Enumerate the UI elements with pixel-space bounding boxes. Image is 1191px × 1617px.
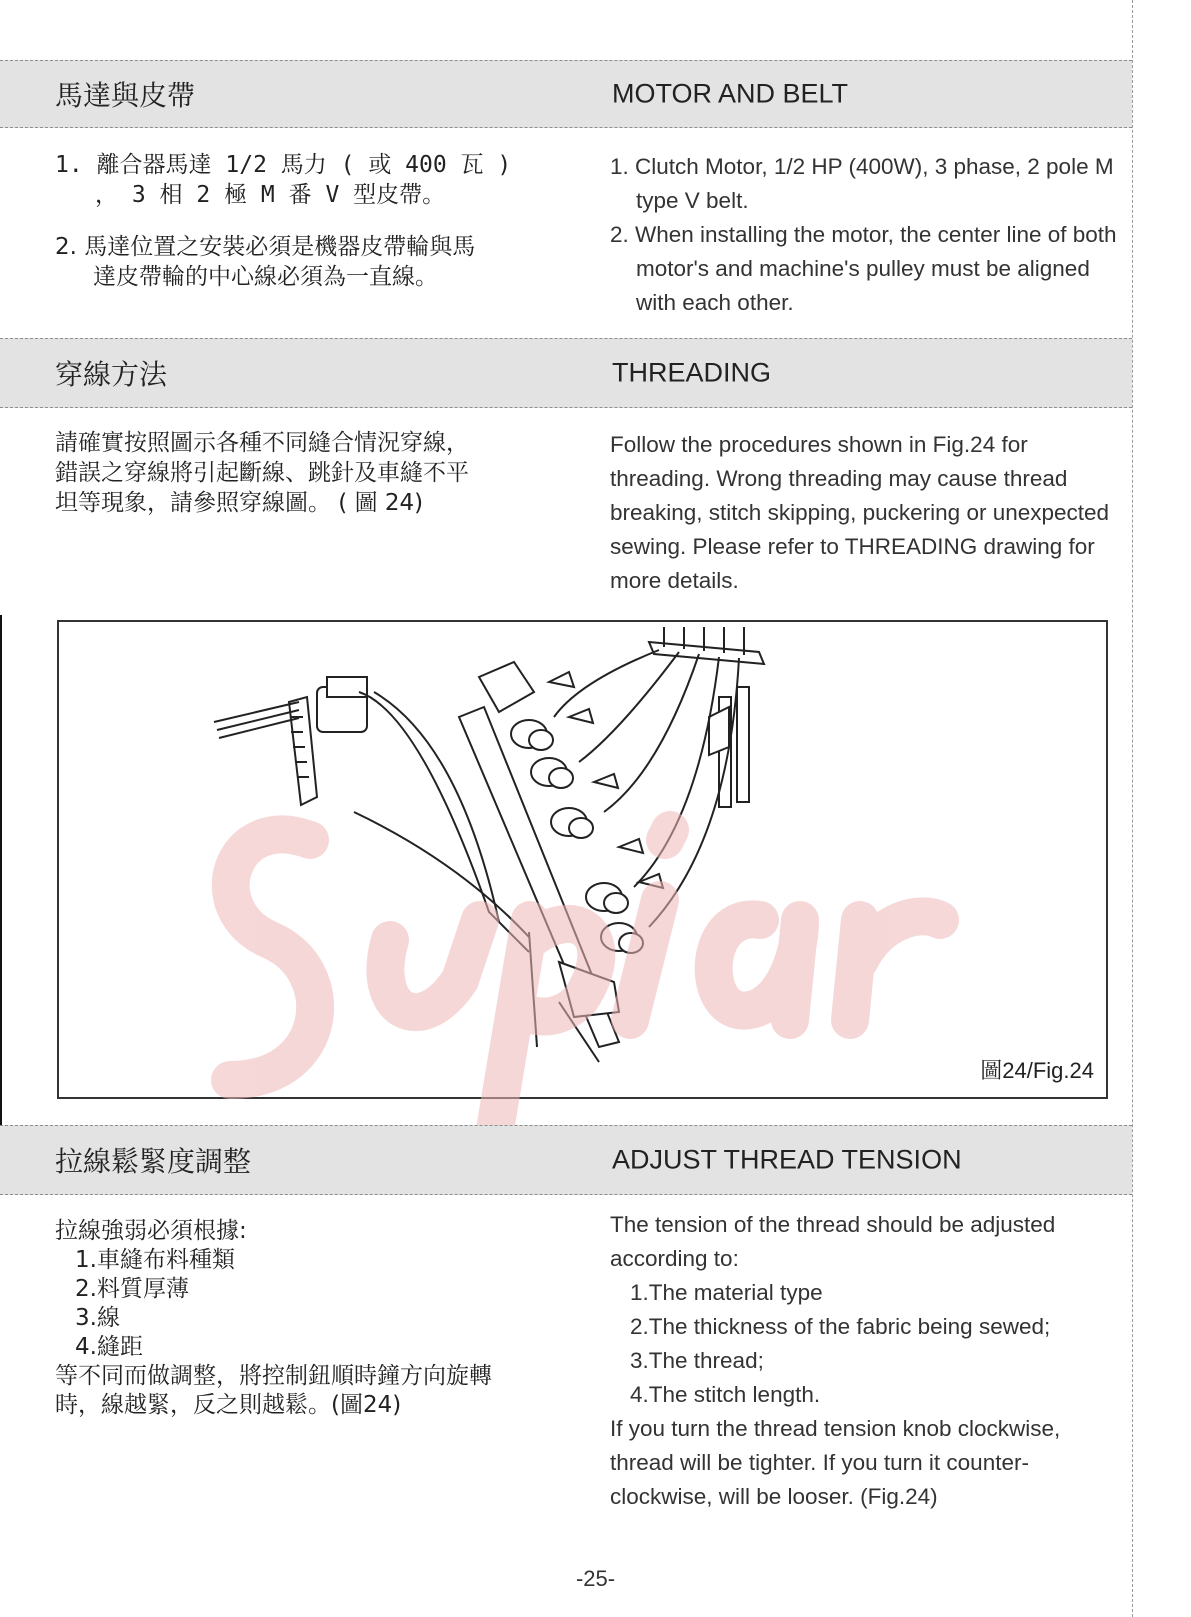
motor-en-text [610, 150, 1130, 320]
zh-line-2: 錯誤之穿線將引起斷線、跳針及車縫不平 [55, 460, 469, 486]
section-title-zh: 馬達與皮帶 [55, 79, 196, 112]
section-header-threading [0, 338, 1132, 408]
zh-item-1-line-1: 1. 離合器馬達 1/2 馬力 ( 或 400 瓦 ) [55, 152, 512, 178]
en-item: 2.The thickness of the fabric being sewed; [630, 1314, 1051, 1339]
zh-item-2-line-1: 2. 馬達位置之安裝必須是機器皮帶輪與馬 [55, 234, 476, 260]
en-paragraph: Follow the procedures shown in Fig.24 for threading. Wrong threading may cause thread breaking, stitch skipping, puckering or unexpected sewing. Please refer to THREADING drawing for more details. [610, 432, 1110, 593]
zh-item: 3.線 [75, 1305, 120, 1331]
en-item: 4.The stitch length. [630, 1382, 821, 1407]
figure-label: 圖24/Fig.24 [980, 1058, 1094, 1083]
section-header-motor [0, 60, 1132, 128]
zh-item-2-line-2: 達皮帶輪的中心線必須為一直線。 [93, 264, 438, 290]
zh-intro: 拉線強弱必須根據: [55, 1218, 247, 1244]
zh-item: 2.料質厚薄 [75, 1276, 189, 1302]
en-item: 1.The material type [630, 1280, 823, 1305]
en-item: 3.The thread; [630, 1348, 764, 1373]
tension-zh-text [55, 1217, 575, 1420]
section-title-en: THREADING [612, 357, 772, 388]
section-title-zh: 拉線鬆緊度調整 [55, 1145, 252, 1178]
en-item-1: 1. Clutch Motor, 1/2 HP (400W), 3 phase, 2 pole M type V belt. [610, 154, 1114, 213]
en-outro: If you turn the thread tension knob clockwise, thread will be tighter. If you turn it counter-clockwise, will be looser. (Fig.24) [610, 1416, 1061, 1509]
en-item-2: 2. When installing the motor, the center line of both motor's and machine's pulley must be aligned with each other. [610, 222, 1117, 315]
page-number: -25- [575, 1566, 616, 1591]
motor-zh-text [55, 150, 575, 292]
threading-figure [57, 620, 1108, 1099]
zh-line-1: 請確實按照圖示各種不同縫合情況穿線， [55, 430, 469, 456]
zh-item: 4.縫距 [75, 1334, 143, 1360]
page-edge-line [1132, 0, 1133, 1617]
zh-line-3: 坦等現象，請參照穿線圖。 ( 圖 24) [55, 490, 424, 516]
section-title-en: MOTOR AND BELT [612, 78, 849, 109]
tension-en-text [610, 1208, 1130, 1514]
zh-item: 1.車縫布料種類 [75, 1247, 235, 1273]
section-title-en: ADJUST THREAD TENSION [612, 1144, 962, 1175]
zh-outro-line-1: 等不同而做調整，將控制鈕順時鐘方向旋轉 [55, 1363, 492, 1389]
threading-en-text [610, 428, 1130, 598]
section-title-zh: 穿線方法 [55, 358, 168, 391]
threading-zh-text [55, 428, 575, 518]
section-header-tension [0, 1125, 1132, 1195]
page-binding-line [0, 615, 2, 1192]
zh-item-1-line-2: ， 3 相 2 極 M 番 V 型皮帶。 [95, 182, 446, 208]
en-intro: The tension of the thread should be adjusted according to: [610, 1212, 1056, 1271]
zh-outro-line-2: 時，線越緊，反之則越鬆。(圖24) [55, 1392, 402, 1418]
threading-drawing [59, 622, 1106, 1097]
